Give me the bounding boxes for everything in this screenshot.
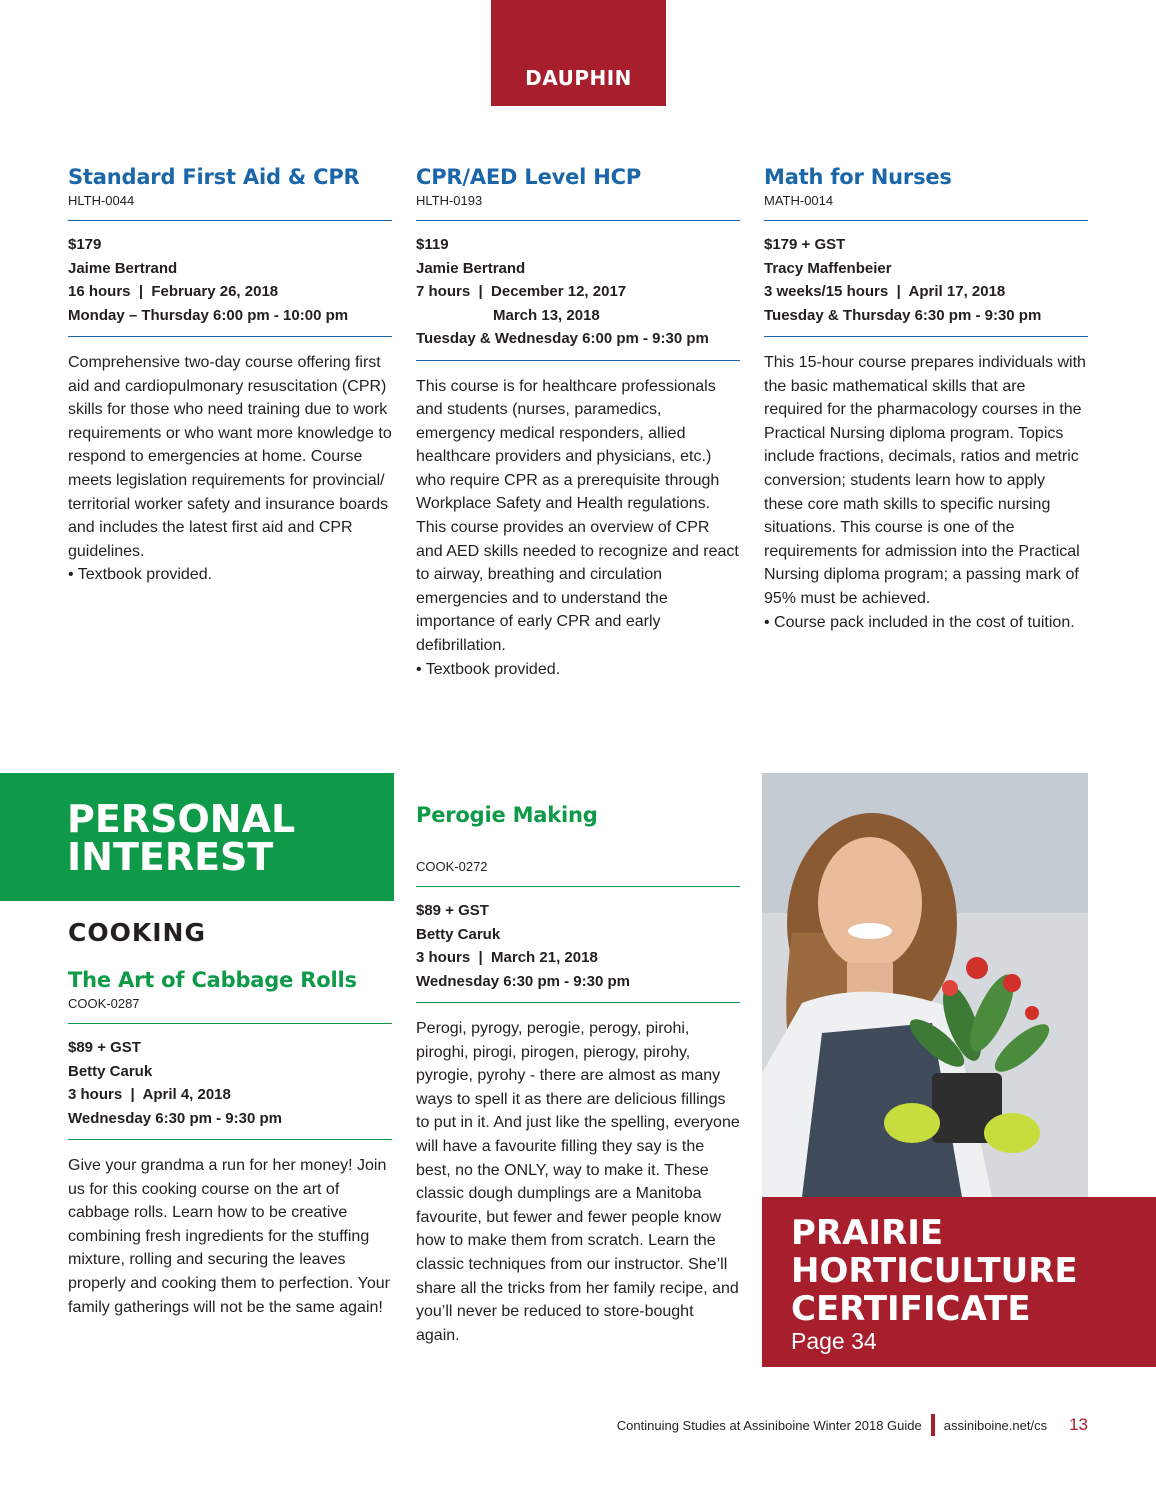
course-schedule: 7 hours | December 12, 2017 [416, 283, 627, 300]
course-description [764, 337, 1088, 634]
photo-illustration [762, 773, 1088, 1197]
course-title: The Art of Cabbage Rolls [68, 968, 357, 992]
page-number: 13 [1069, 1415, 1088, 1434]
course-details [416, 221, 740, 360]
description-note: • Textbook provided. [68, 566, 213, 584]
campus-tab [491, 0, 666, 106]
course-title: Math for Nurses [764, 165, 952, 189]
section-title-line2: INTEREST [67, 835, 274, 879]
description-text: Give your grandma a run for her money! Join us for this cooking course on the art of cabbage rolls. Learn how to be creative combining fresh ingredients for the stuffing mixture, rolling and securing the leaves properly and cooking them to perfection. Your family gatherings will not be the same again! [68, 1157, 390, 1316]
promo-title-line2: HORTICULTURE [791, 1251, 1078, 1291]
promo-page-reference: Page 34 [791, 1328, 877, 1354]
course-description [68, 1140, 392, 1319]
description-text: This course is for healthcare professionals and students (nurses, paramedics, emergency medical responders, allied healthcare providers and physicians, etc.) who require CPR as a prerequisite through Workplace Safety and Health regulations. This course provides an overview of CPR and AED skills needed to recognize and react to airway, breathing and circulation emergencies and to understand the importance of early CPR and early defibrillation. [416, 377, 739, 655]
footer-guide-title: Continuing Studies at Assiniboine Winter 2018 Guide [616, 1417, 922, 1433]
description-note: • Textbook provided. [416, 660, 561, 678]
course-code: COOK-0272 [416, 859, 488, 874]
course-cabbage-rolls [68, 967, 392, 1319]
course-instructor: Jaime Bertrand [68, 259, 178, 277]
course-price: $89 + GST [416, 902, 489, 919]
course-price: $179 + GST [764, 236, 846, 253]
promo-title-line1: PRAIRIE [791, 1213, 944, 1253]
course-instructor: Betty Caruk [416, 925, 501, 943]
promo-title-line3: CERTIFICATE [791, 1289, 1031, 1329]
description-text: Perogi, pyrogy, perogie, perogy, pirohi, piroghi, pirogi, pirogen, pierogy, pirohy, pyrogie, pyrohy - there are almost as many ways to spell it as there are delicious fillings to put in it. And just like the spelling, everyone will have a favourite filling they say is the best, no the ONLY, way to make it. These classic dough dumplings are a Manitoba favourite, but fewer and fewer people know how to make them from scratch. Learn the classic techniques from our instructor. She’ll share all the tricks from her family recipe, and you’ll never be reduced to store-bought again. [416, 1020, 740, 1344]
course-time: Tuesday & Thursday 6:30 pm - 9:30 pm [764, 306, 1042, 324]
course-schedule: 3 hours | March 21, 2018 [416, 949, 598, 966]
section-banner [0, 773, 394, 901]
course-time: Monday – Thursday 6:00 pm - 10:00 pm [68, 306, 349, 324]
course-details [416, 887, 740, 1002]
section-title-line1: PERSONAL [67, 797, 296, 841]
course-price: $89 + GST [68, 1039, 141, 1056]
campus-label: DAUPHIN [525, 66, 632, 90]
course-standard-first-aid [68, 164, 392, 587]
course-code: HLTH-0193 [416, 193, 483, 208]
course-code: COOK-0287 [68, 996, 140, 1011]
subsection-heading: COOKING [68, 918, 206, 947]
course-math-for-nurses [764, 164, 1088, 634]
course-details [764, 221, 1088, 336]
course-schedule-second-date: March 13, 2018 [493, 306, 600, 324]
course-time: Tuesday & Wednesday 6:00 pm - 9:30 pm [416, 330, 709, 347]
course-price: $119 [416, 236, 449, 253]
course-price: $179 [68, 236, 102, 253]
course-schedule: 3 weeks/15 hours | April 17, 2018 [764, 283, 1006, 300]
course-title: CPR/AED Level HCP [416, 165, 642, 189]
course-time: Wednesday 6:30 pm - 9:30 pm [416, 972, 630, 990]
course-time: Wednesday 6:30 pm - 9:30 pm [68, 1109, 282, 1127]
woman-with-flower-pot-photo [762, 773, 1088, 1197]
course-description [68, 337, 392, 587]
course-title: Standard First Aid & CPR [68, 165, 360, 189]
course-cpr-aed [416, 164, 740, 681]
description-text: Comprehensive two-day course offering first aid and cardiopulmonary resuscitation (CPR) skills for those who need training due to work requirements or who want more knowledge to respond to emergencies at home. Course meets legislation requirements for provincial/ territorial worker safety and insurance boards and includes the latest first aid and CPR guidelines. [68, 354, 392, 560]
footer-url: assiniboine.net/cs [943, 1417, 1048, 1433]
course-instructor: Betty Caruk [68, 1062, 153, 1080]
page-footer [617, 1412, 1088, 1438]
course-description [416, 1003, 740, 1347]
description-text: This 15-hour course prepares individuals with the basic mathematical skills that are required for the pharmacology courses in the Practical Nursing diploma program. Topics include fractions, decimals, ratios and metric conversion; students learn how to apply these core math skills to specific nursing situations. This course is one of the requirements for admission into the Practical Nursing diploma program; a passing mark of 95% must be achieved. [764, 354, 1086, 607]
course-details [68, 1024, 392, 1139]
course-instructor: Tracy Maffenbeier [764, 259, 892, 277]
course-title: Perogie Making [416, 803, 598, 827]
course-code: MATH-0014 [764, 193, 834, 208]
course-code: HLTH-0044 [68, 193, 135, 208]
course-instructor: Jamie Bertrand [416, 259, 526, 277]
footer-divider [931, 1414, 935, 1436]
promo-box [762, 1197, 1156, 1367]
course-schedule: 3 hours | April 4, 2018 [68, 1086, 231, 1103]
course-perogie-making [416, 802, 740, 1347]
course-details [68, 221, 392, 336]
course-schedule: 16 hours | February 26, 2018 [68, 283, 279, 300]
description-note: • Course pack included in the cost of tuition. [764, 613, 1075, 631]
course-description [416, 361, 740, 682]
